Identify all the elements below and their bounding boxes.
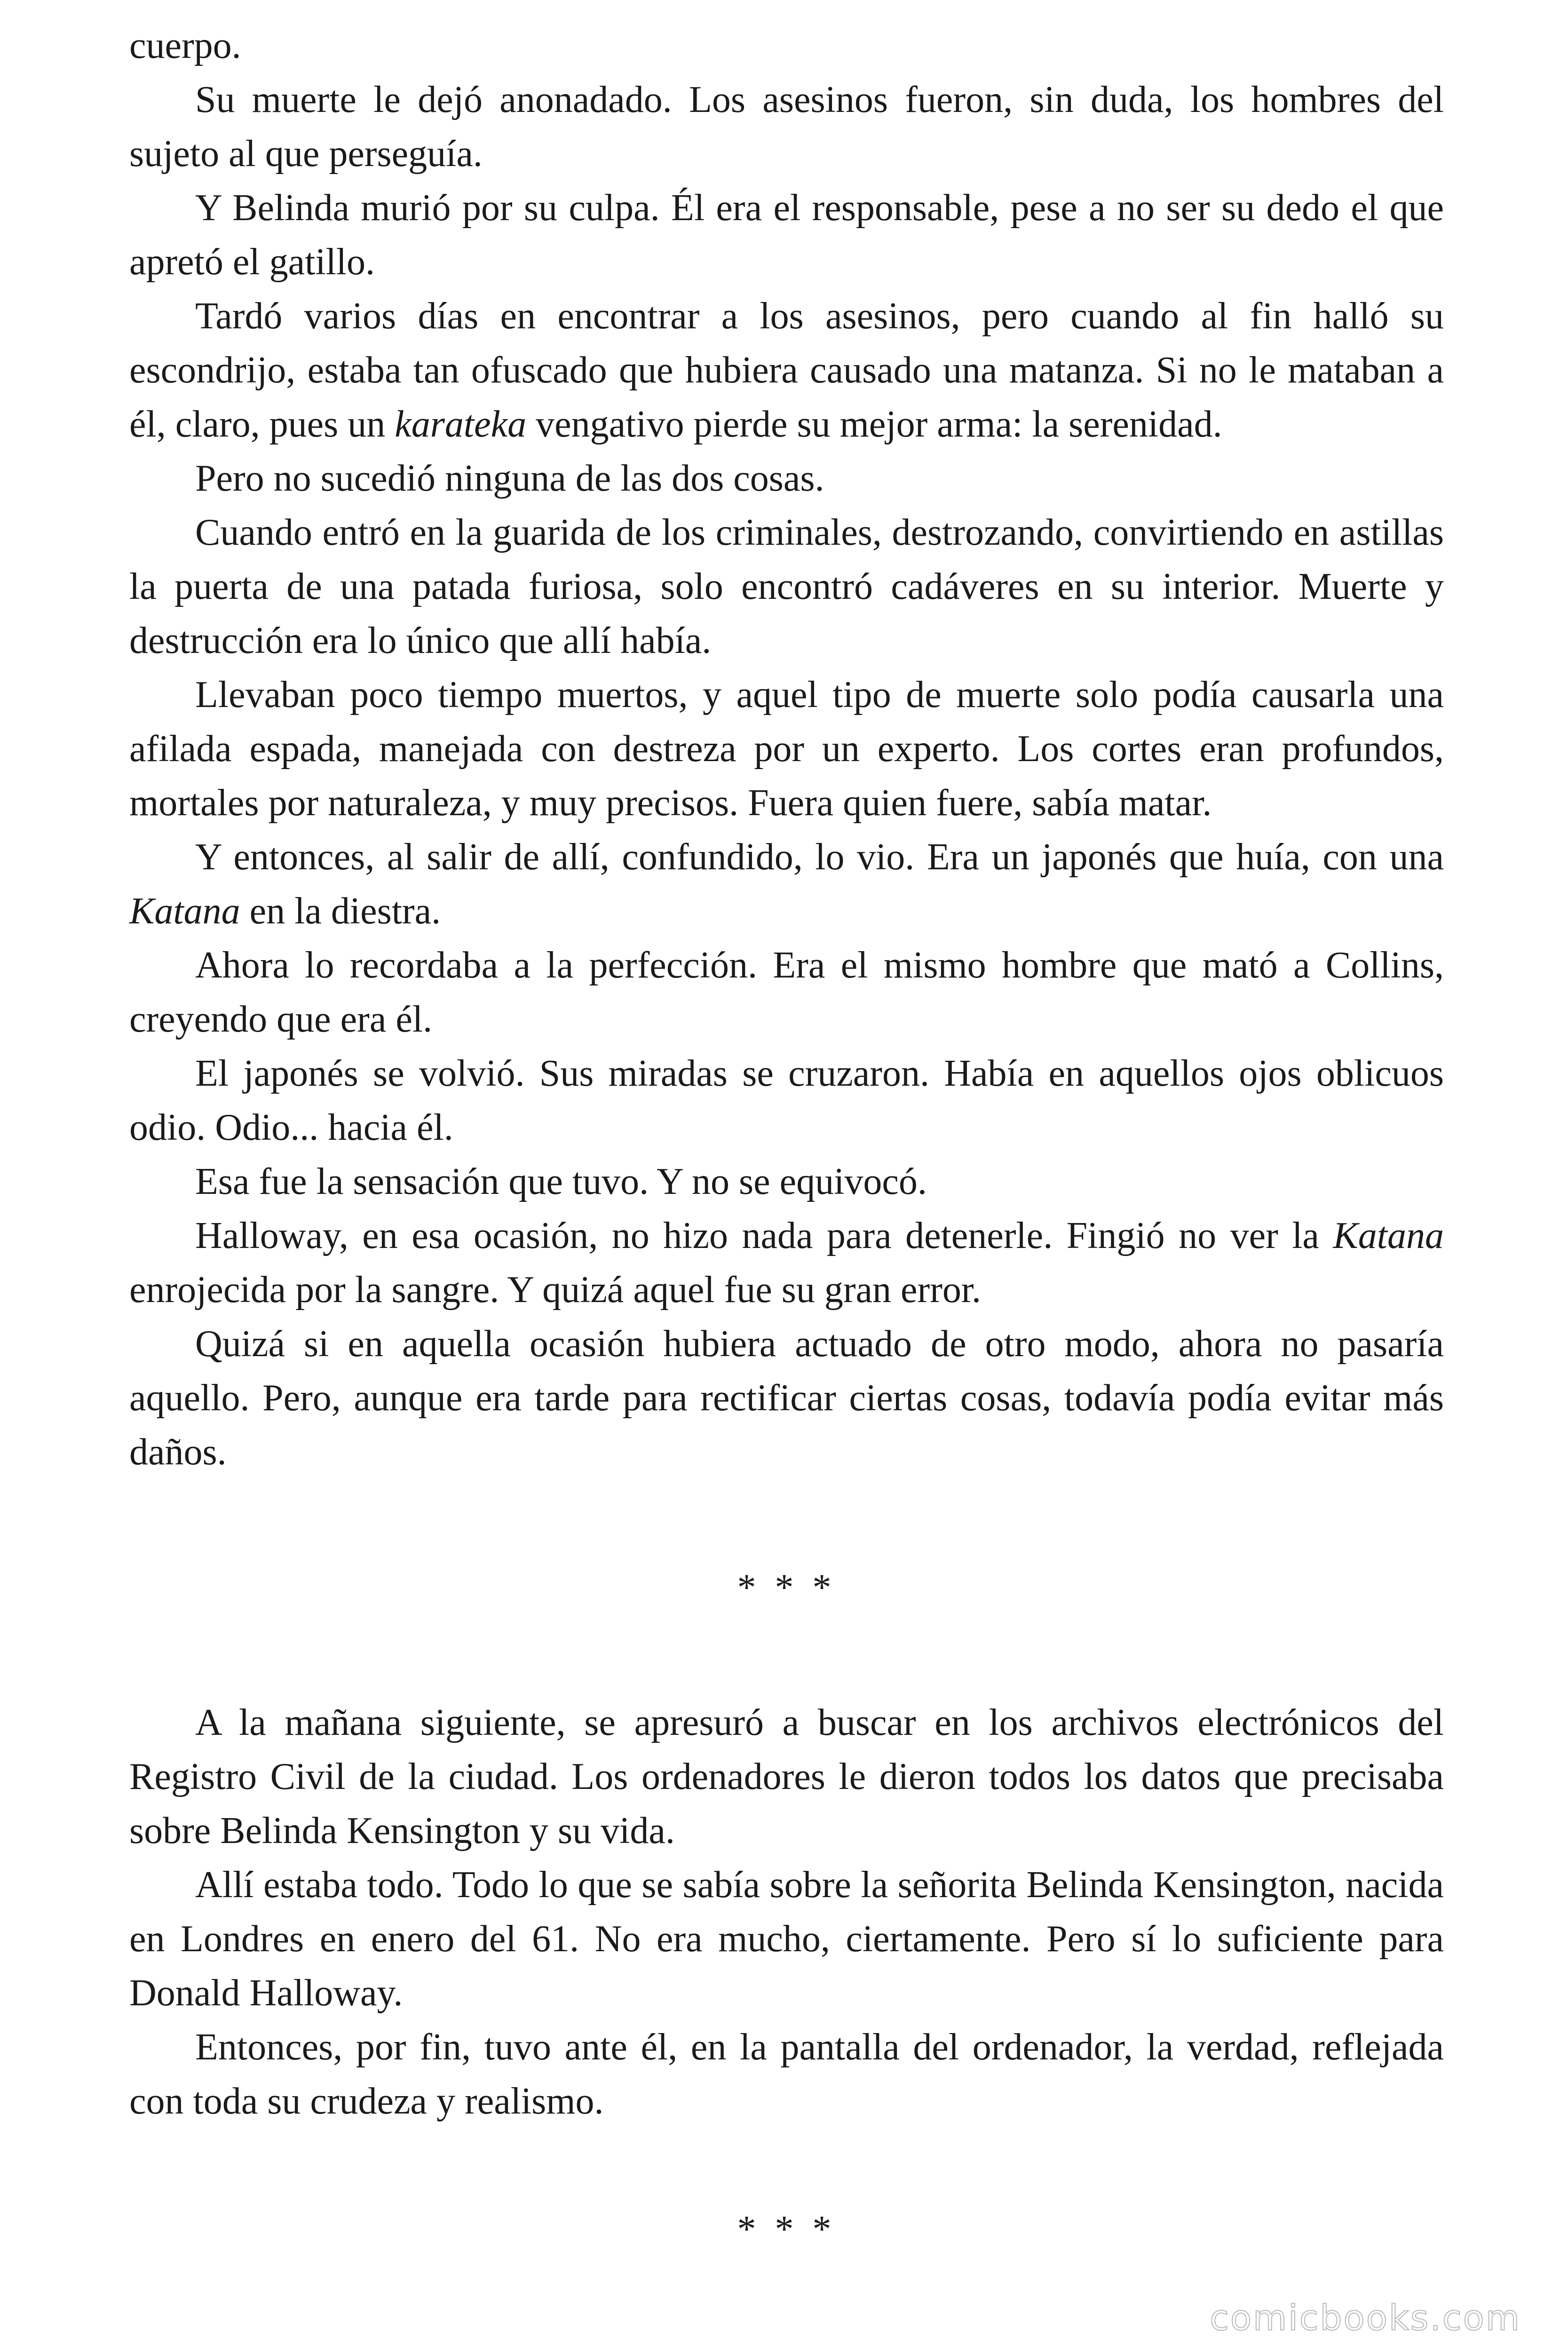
paragraph [129,830,1444,938]
page-body [129,19,1444,2251]
paragraph [129,506,1444,668]
text-run: Entonces, por fin, tuvo ante él, en la pantalla del ordenador, la verdad, reflejada con toda su crudeza y realismo. [129,2026,1444,2122]
text-run: Y Belinda murió por su culpa. Él era el responsable, pese a no ser su dedo el que apretó el gatillo. [129,187,1444,283]
text-run: vengativo pierde su mejor arma: la serenidad. [526,404,1222,445]
paragraph [129,2020,1444,2129]
text-run: en la diestra. [240,890,441,932]
text-run: Y entonces, al salir de allí, confundido, lo vio. Era un japonés que huía, con una [195,836,1444,878]
paragraph [129,938,1444,1047]
text-run: Su muerte le dejó anonadado. Los asesinos fueron, sin duda, los hombres del sujeto al que perseguía. [129,79,1444,175]
text-run: Esa fue la sensación que tuvo. Y no se equivocó. [195,1161,927,1202]
watermark-logo: comicbooks.com [1210,2298,1521,2338]
text-run: Ahora lo recordaba a la perfección. Era el mismo hombre que mató a Collins, creyendo que era él. [129,945,1444,1040]
paragraph [129,1155,1444,1209]
text-run: Allí estaba todo. Todo lo que se sabía sobre la señorita Belinda Kensington, nacida en Londres en enero del 61. No era mucho, ciertamente. Pero sí lo suficiente para Donald Halloway. [129,1864,1444,2014]
text-run: Pero no sucedió ninguna de las dos cosas. [195,458,824,499]
italic-text: Katana [129,890,240,932]
paragraph [129,452,1444,506]
paragraph [129,289,1444,452]
text-run: Llevaban poco tiempo muertos, y aquel tipo de muerte solo podía causarla una afilada espada, manejada con destreza por un experto. Los cortes eran profundos, mortales por naturaleza, y muy precisos. Fuera quien fuere, sabía matar. [129,674,1444,824]
paragraph [129,1696,1444,1858]
paragraph [129,181,1444,289]
text-run: cuerpo. [129,25,241,66]
paragraph [129,73,1444,181]
paragraph [129,1047,1444,1155]
italic-text: Katana [1333,1215,1444,1256]
paragraph [129,1317,1444,1479]
text-run: A la mañana siguiente, se apresuró a buscar en los archivos electrónicos del Registro Civil de la ciudad. Los ordenadores le dieron todos los datos que precisaba sobre Belinda Kensington y su vida. [129,1702,1444,1851]
text-run: Quizá si en aquella ocasión hubiera actuado de otro modo, ahora no pasaría aquello. Pero, aunque era tarde para rectificar ciertas cosas, todavía podía evitar más daños. [129,1323,1444,1473]
text-run: El japonés se volvió. Sus miradas se cruzaron. Había en aquellos ojos oblicuos odio. Odio... hacia él. [129,1053,1444,1148]
paragraph [129,19,1444,73]
section-separator: * * * [737,1566,836,1608]
paragraph [129,1858,1444,2020]
text-run: Halloway, en esa ocasión, no hizo nada para detenerle. Fingió no ver la [195,1215,1333,1256]
paragraph [129,668,1444,830]
text-run: enrojecida por la sangre. Y quizá aquel fue su gran error. [129,1269,982,1311]
section-separator: * * * [737,2209,836,2250]
text-run: Cuando entró en la guarida de los criminales, destrozando, convirtiendo en astillas la puerta de una patada furiosa, solo encontró cadáveres en su interior. Muerte y destrucción era lo único que allí había. [129,512,1444,661]
italic-text: karateka [395,404,527,445]
paragraph [129,1209,1444,1317]
text-run: Tardó varios días en encontrar a los asesinos, pero cuando al fin halló su escondrijo, estaba tan ofuscado que hubiera causado una matanza. Si no le mataban a él, claro, pues un [129,295,1444,445]
